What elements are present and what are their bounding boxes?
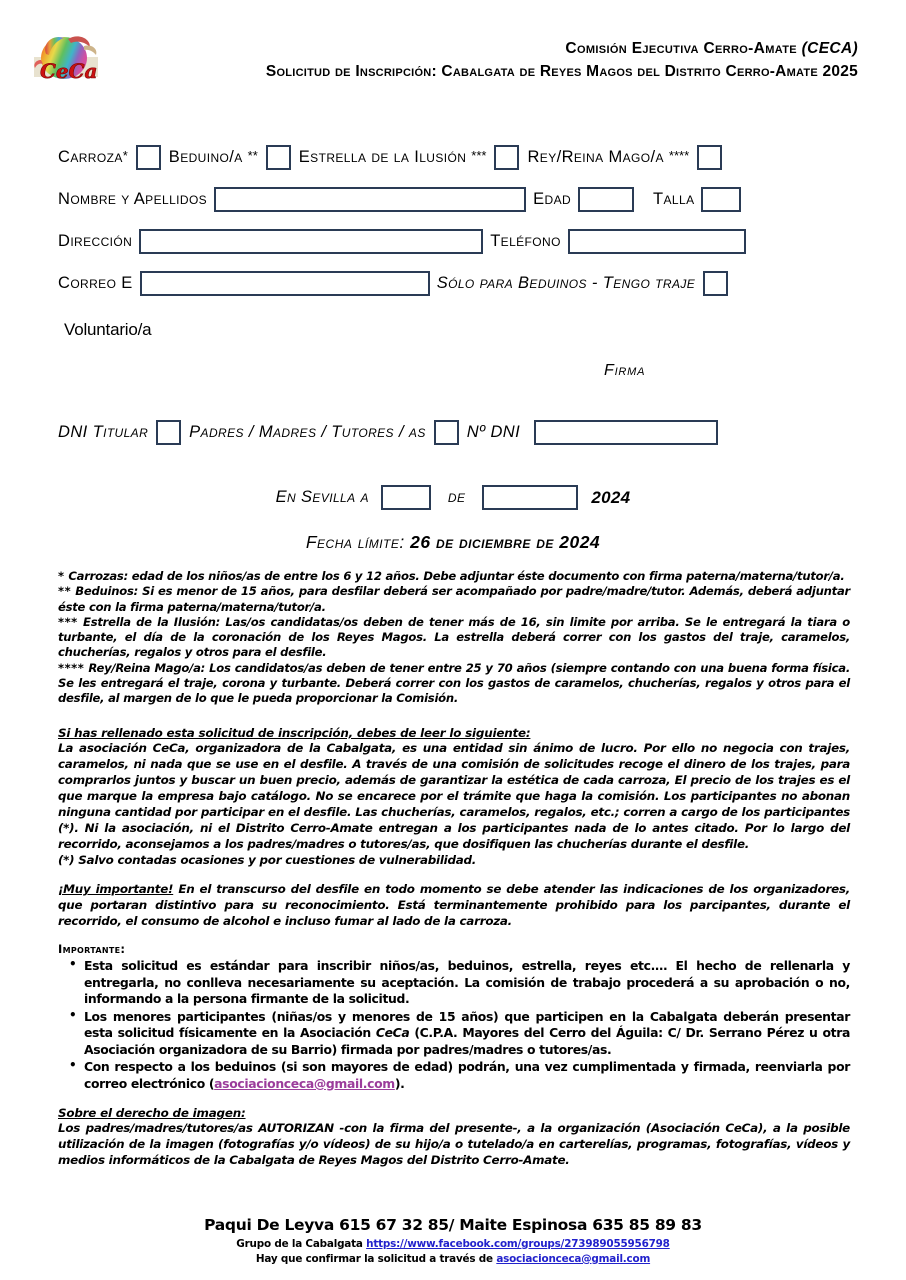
rey-reina-checkbox[interactable] [697, 145, 722, 170]
bullet-text: Con respecto a los beduinos (si son mayores de edad) podrán, una vez cumplimentada y firmada, reenviarla por correo electrónico ( [84, 1059, 850, 1091]
facebook-group-link[interactable]: https://www.facebook.com/groups/273989055956798 [366, 1237, 670, 1250]
footer-links [0, 1237, 906, 1267]
bullet-emphasis: CeCa [375, 1025, 410, 1041]
footnote-estrella [58, 615, 850, 661]
en-sevilla-label: En Sevilla a [275, 488, 369, 506]
estrella-checkbox[interactable] [494, 145, 519, 170]
email-link[interactable]: asociacionceca@gmail.com [214, 1075, 395, 1091]
header-commission-name: Comisión Ejecutiva Cerro-Amate [565, 40, 797, 57]
estrella-label: Estrella de la Ilusión *** [298, 148, 487, 166]
nombre-input[interactable] [214, 187, 526, 212]
carroza-checkbox[interactable] [136, 145, 161, 170]
tengo-traje-checkbox[interactable] [703, 271, 728, 296]
talla-input[interactable] [701, 187, 741, 212]
bullet-text: Los menores participantes (niñas/os y menores de 15 años) que participen en la Cabalgata deberán presentar esta solicitud físicamente en la Asociación [84, 1008, 850, 1041]
correo-input[interactable] [140, 271, 430, 296]
list-item [84, 1059, 850, 1092]
header-commission-acronym: (CECA) [801, 40, 858, 57]
deadline-value: 26 de diciembre de 2024 [410, 532, 601, 552]
header-line-commission [266, 38, 858, 60]
beduino-label: Beduino/a ** [168, 148, 258, 166]
dia-input[interactable] [381, 485, 431, 510]
deadline-label: Fecha límite: [305, 532, 405, 552]
derecho-imagen-body: Los padres/madres/tutores/as AUTORIZAN -con la firma del presente-, a la organización (Asociación CeCa), a la posible utilización de la imagen (fotografías y/o vídeos) de su hijo/a o tutelado/a en carterelías, programas, fotografías, vídeos y medios informáticos de la Cabalgata de Reyes Magos del Distrito Cerro-Amate. [58, 1121, 850, 1168]
footer-confirm-line [0, 1252, 906, 1267]
participant-type-row [58, 145, 730, 170]
padres-tutores-checkbox[interactable] [434, 420, 459, 445]
footnote-text: Rey/Reina Mago/a: Los candidatos/as deben de tener entre 25 y 70 años (siempre contando con una buena forma física. Se les entregará el traje, corona y turbante. Deberá correr con los gastos de caramelos, chucherías, regalos y otros para el desfile, al margen de lo que le pueda proporcionar la Comisión. [58, 660, 850, 706]
footer-email-link[interactable]: asociacionceca@gmail.com [496, 1252, 651, 1265]
de-label: de [447, 488, 466, 506]
direccion-label: Dirección [58, 232, 133, 250]
list-item [84, 1009, 850, 1059]
dni-row [58, 420, 725, 445]
footnote-text: Carrozas: edad de los niños/as de entre los 6 y 12 años. Debe adjuntar éste documento con firma paterna/materna/tutor/a. [64, 569, 845, 583]
footnote-marker: * [58, 569, 65, 583]
nombre-label: Nombre y Apellidos [58, 190, 208, 208]
footnote-marker: **** [58, 660, 85, 675]
num-dni-label: Nº DNI [466, 423, 521, 441]
spacer [58, 929, 850, 942]
name-row [58, 187, 748, 212]
info-footnote: (*) Salvo contadas ocasiones y por cuestiones de vulnerabilidad. [58, 853, 477, 868]
header-title-block [266, 38, 858, 83]
beduino-checkbox[interactable] [266, 145, 291, 170]
spacer [58, 707, 850, 726]
edad-input[interactable] [578, 187, 634, 212]
email-row [58, 271, 736, 296]
ceca-logo [28, 30, 110, 88]
svg-text:CeCa: CeCa [40, 59, 98, 83]
telefono-label: Teléfono [490, 232, 561, 250]
bullet-text-cont: (C.P.A. Mayores del Cerro del Águila: C/ Dr. Serrano Pérez u otra Asociación organizadora de su Barrio) firmada por padres/madres o tutores/as. [84, 1025, 850, 1057]
rey-reina-footnote-marker: **** [668, 148, 690, 163]
muy-importante-heading: ¡Muy importante! [58, 882, 174, 897]
dni-titular-label: DNI Titular [58, 423, 149, 441]
footnote-marker: *** [58, 614, 78, 629]
deadline-row [0, 532, 906, 553]
list-item [84, 958, 850, 1008]
info-body: La asociación CeCa, organizadora de la Cabalgata, es una entidad sin ánimo de lucro. Por ello no negocia con trajes, caramelos, ni nada que se use en el desfile. A través de una comisión de solicitudes recoge el dinero de los trajes, para comprarlos juntos y buscar un buen precio, además de garantizar la estética de cada carroza, El precio de los trajes es el que marque la empresa bajo catálogo. No se encarece por el trámite que haga la comisión. Los participantes no abonan ninguna cantidad por participar en el desfile. Las chucherías, caramelos, regalos, etc.; corren a cargo de los participantes (*). Ni la asociación, ni el Distrito Cerro-Amate entregan a los participantes nada de lo antes citado. Por lo largo del recorrido, aconsejamos a los padres/madres o tutores/as, que dosifiquen las chucherías durante el desfile. [58, 740, 850, 852]
padres-tutores-label: Padres / Madres / Tutores / as [189, 423, 426, 441]
derecho-imagen-heading: Sobre el derecho de imagen: [58, 1106, 246, 1121]
carroza-footnote-marker: * [122, 148, 128, 163]
anio-value: 2024 [591, 487, 631, 507]
carroza-label: Carroza* [58, 148, 128, 166]
bullet-text-cont: ). [394, 1075, 405, 1091]
document-footer [0, 1216, 906, 1267]
footnote-marker: ** [58, 584, 72, 599]
footnote-rey-reina [58, 661, 850, 707]
solo-beduinos-label: Sólo para Beduinos - Tengo traje [436, 274, 696, 292]
footnote-carrozas [58, 569, 850, 584]
importante-bullet-list [58, 958, 850, 1092]
firma-label: Firma [604, 362, 646, 379]
muy-importante-paragraph [58, 881, 850, 929]
footer-confirm-label: Hay que confirmar la solicitud a través de [255, 1252, 493, 1265]
footer-group-line [0, 1237, 906, 1252]
telefono-input[interactable] [568, 229, 746, 254]
correo-label: Correo E [58, 274, 133, 292]
footnote-beduinos [58, 584, 850, 615]
spacer [58, 1093, 850, 1106]
muy-importante-body: En el transcurso del desfile en todo momento se debe atender las indicaciones de los organizadores, que portaran distintivo para su reconocimiento. Está terminantemente prohibido para los parcipantes, durante el recorrido, el consumo de alcohol e incluso fumar al lado de la carroza. [58, 882, 851, 929]
footnote-text: Estrella de la Ilusión: Las/os candidatas/os deben de tener más de 16, sin limite por arriba. Se le entregará la tiara o turbante, el día de la coronación de los Reyes Magos. La estrella deberá correr con los gastos del traje, caramelos, chucherías, regalos y otros para el desfile. [58, 614, 850, 660]
dni-titular-checkbox[interactable] [156, 420, 181, 445]
bullet-text: Esta solicitud es estándar para inscribir niños/as, beduinos, estrella, reyes etc.… El hecho de rellenarla y entregarla, no conlleva necesariamente su aceptación. La comisión de trabajo procederá a su aprobación o no, informando a la persona firmante de la solicitud. [84, 958, 850, 1007]
header-line-subject: Solicitud de Inscripción: Cabalgata de Reyes Magos del Distrito Cerro-Amate 2025 [265, 63, 858, 80]
mes-input[interactable] [482, 485, 578, 510]
footer-group-label: Grupo de la Cabalgata [236, 1237, 363, 1250]
beduino-footnote-marker: ** [247, 148, 258, 163]
document-body [58, 569, 850, 1169]
estrella-footnote-marker: *** [471, 148, 487, 163]
address-row [58, 229, 753, 254]
talla-label: Talla [653, 190, 695, 208]
direccion-input[interactable] [139, 229, 483, 254]
footnote-text: Beduinos: Si es menor de 15 años, para desfilar deberá ser acompañado por padre/madre/tutor. Además, deberá adjuntar éste con la firma paterna/materna/tutor/a. [58, 584, 850, 614]
edad-label: Edad [533, 190, 572, 208]
importante-heading: Importante: [58, 942, 126, 957]
footer-contacts: Paqui De Leyva 615 67 32 85/ Maite Espinosa 635 85 89 83 [204, 1216, 702, 1234]
info-heading: Si has rellenado esta solicitud de inscripción, debes de leer lo siguiente: [58, 725, 531, 740]
document-header [0, 26, 906, 102]
date-row [0, 485, 906, 510]
voluntario-label: Voluntario/a [64, 320, 152, 339]
rey-reina-label: Rey/Reina Mago/a **** [527, 148, 690, 166]
num-dni-input[interactable] [534, 420, 718, 445]
spacer [58, 868, 850, 881]
